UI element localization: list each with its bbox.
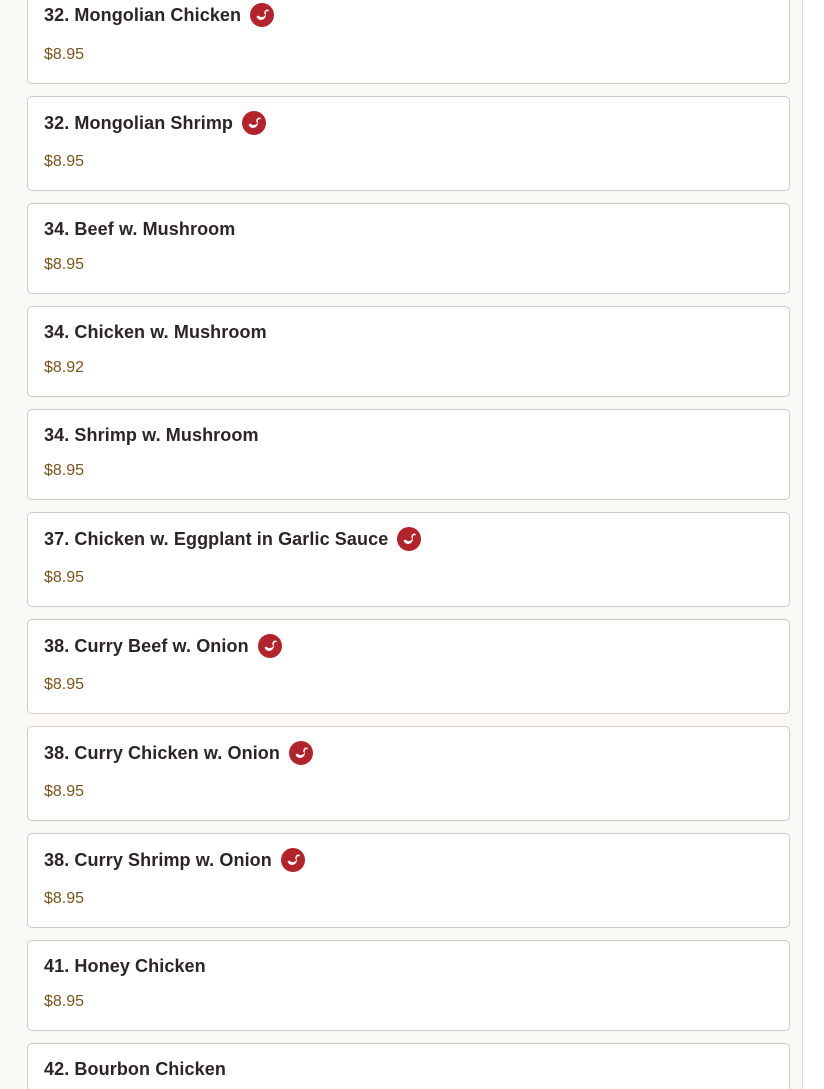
menu-item-price: $8.95 bbox=[44, 993, 85, 1010]
menu-item-price: $8.92 bbox=[44, 359, 85, 376]
menu-item[interactable] bbox=[27, 726, 790, 821]
menu-item-title-row bbox=[44, 1059, 226, 1080]
left-gutter bbox=[0, 0, 12, 1089]
menu-item[interactable] bbox=[27, 833, 790, 928]
menu-item-title-row bbox=[44, 322, 267, 343]
chili-pepper-icon bbox=[258, 634, 282, 658]
menu-item[interactable] bbox=[27, 0, 790, 84]
menu-item-title-row bbox=[44, 111, 266, 135]
menu-item-name: 32. Mongolian Shrimp bbox=[44, 112, 234, 133]
menu-item[interactable] bbox=[27, 512, 790, 607]
menu-item-title-row bbox=[44, 848, 305, 872]
menu-item[interactable] bbox=[27, 619, 790, 714]
menu-item[interactable] bbox=[27, 306, 790, 397]
menu-item[interactable] bbox=[27, 203, 790, 294]
chili-pepper-icon bbox=[281, 848, 305, 872]
menu-item-title-row bbox=[44, 634, 282, 658]
menu-item-name: 41. Honey Chicken bbox=[44, 956, 206, 976]
menu-item-name: 38. Curry Beef w. Onion bbox=[44, 635, 249, 656]
menu-item-title-row bbox=[44, 425, 259, 446]
menu-item-title-row bbox=[44, 527, 421, 551]
menu-item[interactable] bbox=[27, 96, 790, 191]
menu-item[interactable] bbox=[27, 940, 790, 1031]
chili-pepper-icon bbox=[289, 741, 313, 765]
menu-item[interactable] bbox=[27, 1043, 790, 1089]
menu-item-price: $8.95 bbox=[44, 153, 85, 170]
menu-item-price: $8.95 bbox=[44, 462, 85, 479]
menu-item-price: $8.95 bbox=[44, 676, 85, 693]
menu-item-price: $8.95 bbox=[44, 256, 85, 273]
menu-item-name: 34. Chicken w. Mushroom bbox=[44, 322, 267, 342]
menu-item-name: 34. Beef w. Mushroom bbox=[44, 219, 236, 239]
menu-item-title-row bbox=[44, 956, 206, 977]
menu-item-name: 37. Chicken w. Eggplant in Garlic Sauce bbox=[44, 528, 389, 549]
menu-item-price: $8.95 bbox=[44, 569, 85, 586]
menu-item[interactable] bbox=[27, 409, 790, 500]
menu-item-title-row bbox=[44, 219, 235, 240]
menu-item-title-row bbox=[44, 3, 274, 27]
chili-pepper-icon bbox=[397, 527, 421, 551]
menu-item-name: 38. Curry Chicken w. Onion bbox=[44, 742, 280, 763]
menu-item-name: 38. Curry Shrimp w. Onion bbox=[44, 849, 272, 870]
menu-item-name: 32. Mongolian Chicken bbox=[44, 4, 242, 25]
menu-item-price: $8.95 bbox=[44, 783, 85, 800]
chili-pepper-icon bbox=[242, 111, 266, 135]
menu-item-title-row bbox=[44, 741, 313, 765]
chili-pepper-icon bbox=[250, 3, 274, 27]
menu-item-price: $8.95 bbox=[44, 890, 85, 907]
menu-item-price: $8.95 bbox=[44, 46, 85, 63]
menu-item-name: 34. Shrimp w. Mushroom bbox=[44, 425, 259, 445]
menu-item-name: 42. Bourbon Chicken bbox=[44, 1059, 226, 1079]
